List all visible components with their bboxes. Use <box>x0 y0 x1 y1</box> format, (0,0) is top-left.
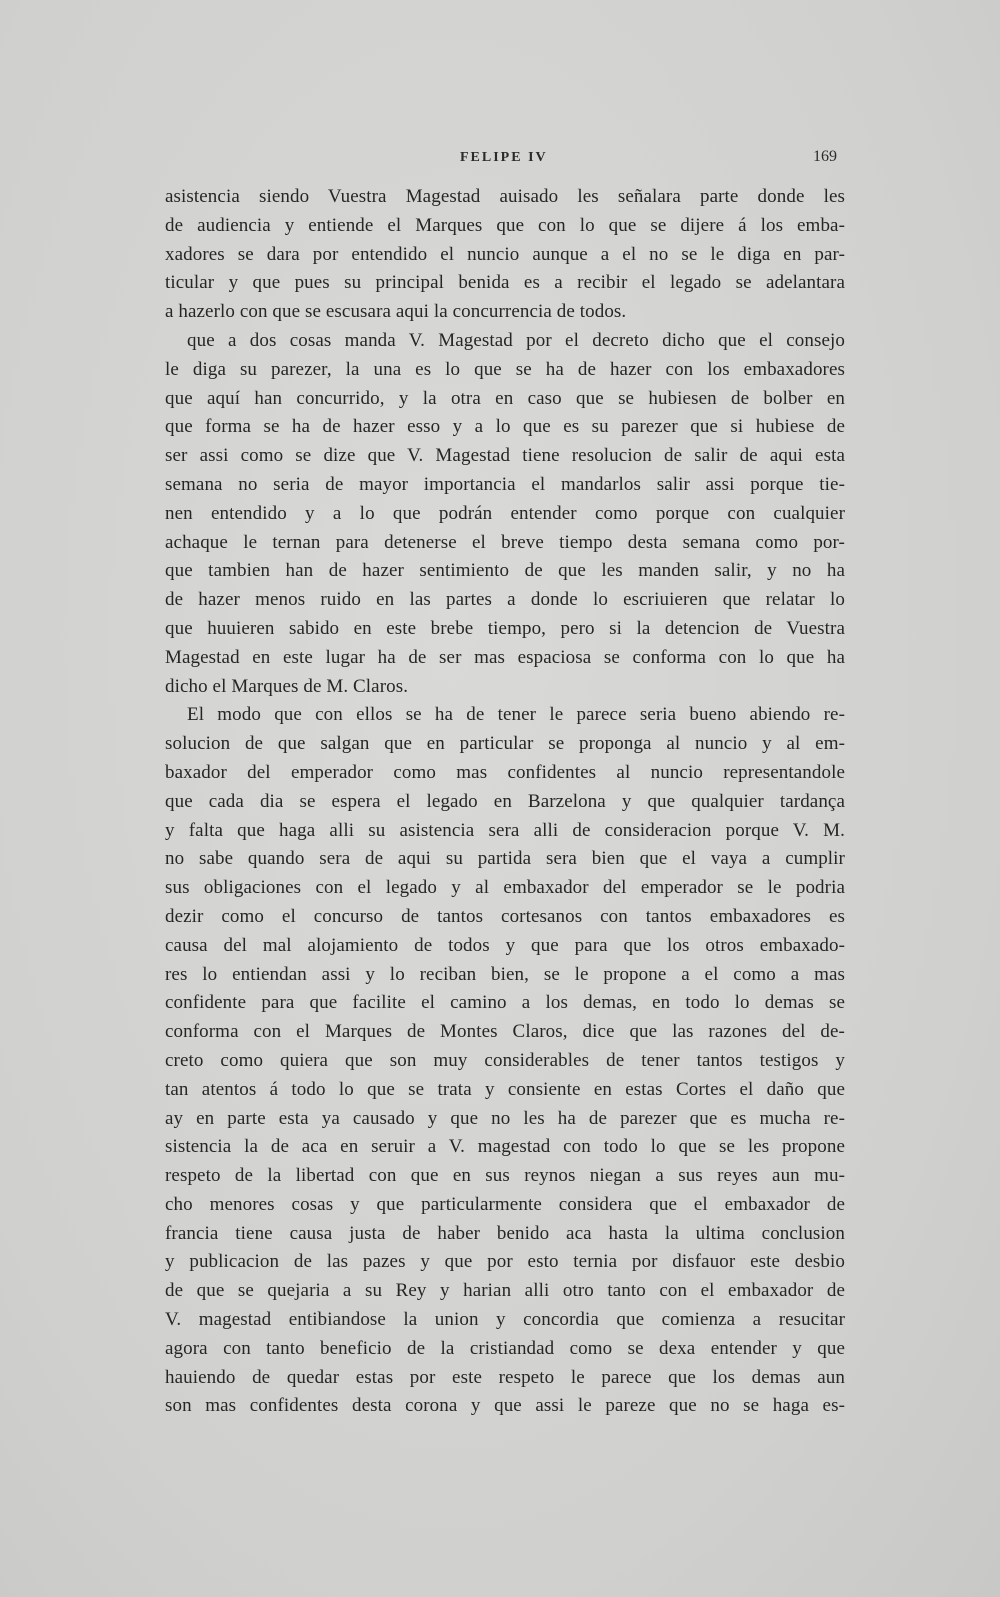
text-line: cho menores cosas y que particularmente considera que el embaxador de <box>165 1193 845 1215</box>
text-line: sus obligaciones con el legado y al embaxador del emperador se le podria <box>165 877 845 899</box>
text-line: causa del mal alojamiento de todos y que para que los otros embaxado- <box>165 934 845 956</box>
text-line: que huuieren sabido en este brebe tiempo, pero si la detencion de Vuestra <box>165 617 845 639</box>
text-line: de que se quejaria a su Rey y harian alli otro tanto con el embaxador de <box>165 1280 845 1302</box>
text-line: ser assi como se dize que V. Magestad tiene resolucion de salir de aqui esta <box>165 445 845 467</box>
text-line: que a dos cosas manda V. Magestad por el decreto dicho que el consejo <box>187 329 845 351</box>
text-line: ay en parte esta ya causado y que no les ha de parezer que es mucha re- <box>165 1107 845 1129</box>
text-line: El modo que con ellos se ha de tener le parece seria bueno abiendo re- <box>187 704 845 726</box>
text-line: y falta que haga alli su asistencia sera alli de consideracion porque V. M. <box>165 819 845 841</box>
text-line: asistencia siendo Vuestra Magestad auisado les señalara parte donde les <box>165 186 845 207</box>
text-line: que forma se ha de hazer esso y a lo que es su parezer que si hubiese de <box>165 416 845 438</box>
text-line: y publicacion de las pazes y que por esto ternia por disfauor este desbio <box>165 1251 845 1273</box>
text-line: solucion de que salgan que en particular se proponga al nuncio y al em- <box>165 733 845 755</box>
text-line: xadores se dara por entendido el nuncio aunque a el no se le diga en par- <box>165 243 845 265</box>
text-line: son mas confidentes desta corona y que assi le pareze que no se haga es- <box>165 1395 845 1417</box>
text-line: que aquí han concurrido, y la otra en caso que se hubiesen de bolber en <box>165 387 845 409</box>
text-line: respeto de la libertad con que en sus reynos niegan a sus reyes aun mu- <box>165 1165 845 1187</box>
running-title: FELIPE IV <box>460 150 548 165</box>
text-line: agora con tanto beneficio de la cristiandad como se dexa entender y que <box>165 1337 845 1359</box>
text-line: sistencia la de aca en seruir a V. magestad con todo lo que se les propone <box>165 1136 845 1158</box>
running-header <box>165 150 845 174</box>
text-line: res lo entiendan assi y lo reciban bien, se le propone a el como a mas <box>165 963 845 985</box>
text-line: no sabe quando sera de aqui su partida sera bien que el vaya a cumplir <box>165 848 845 870</box>
text-line: de hazer menos ruido en las partes a donde lo escriuieren que relatar lo <box>165 589 845 611</box>
text-line: V. magestad entibiandose la union y concordia que comienza a resucitar <box>165 1309 845 1331</box>
text-line: hauiendo de quedar estas por este respeto le parece que los demas aun <box>165 1366 845 1388</box>
text-line: que cada dia se espera el legado en Barzelona y que qualquier tardança <box>165 790 845 812</box>
text-line: tan atentos á todo lo que se trata y consiente en estas Cortes el daño que <box>165 1078 845 1100</box>
text-line: francia tiene causa justa de haber benido aca hasta la ultima conclusion <box>165 1222 845 1244</box>
text-line: ticular y que pues su principal benida es a recibir el legado se adelantara <box>165 272 845 294</box>
text-line: dicho el Marques de M. Claros. <box>165 675 409 697</box>
text-line: baxador del emperador como mas confidentes al nuncio representandole <box>165 761 845 783</box>
text-line: le diga su parezer, la una es lo que se ha de hazer con los embaxadores <box>165 358 845 380</box>
text-line: creto como quiera que son muy considerables de tener tantos testigos y <box>165 1049 845 1071</box>
text-line: que tambien han de hazer sentimiento de que les manden salir, y no ha <box>165 560 845 582</box>
text-line: a hazerlo con que se escusara aqui la concurrencia de todos. <box>165 301 627 323</box>
text-line: conforma con el Marques de Montes Claros, dice que las razones del de- <box>165 1021 845 1043</box>
body-text <box>165 183 845 1421</box>
text-line: achaque le ternan para detenerse el breve tiempo desta semana como por- <box>165 531 845 553</box>
text-line: confidente para que facilite el camino a los demas, en todo lo demas se <box>165 992 845 1014</box>
text-line: Magestad en este lugar ha de ser mas espaciosa se conforma con lo que ha <box>165 646 845 668</box>
text-line: semana no seria de mayor importancia el mandarlos salir assi porque tie- <box>165 473 845 495</box>
text-line: nen entendido y a lo que podrán entender como porque con cualquier <box>165 502 845 524</box>
text-line: dezir como el concurso de tantos cortesanos con tantos embaxadores es <box>165 905 845 927</box>
text-line: de audiencia y entiende el Marques que con lo que se dijere á los emba- <box>165 214 845 236</box>
page-number: 169 <box>813 148 837 165</box>
